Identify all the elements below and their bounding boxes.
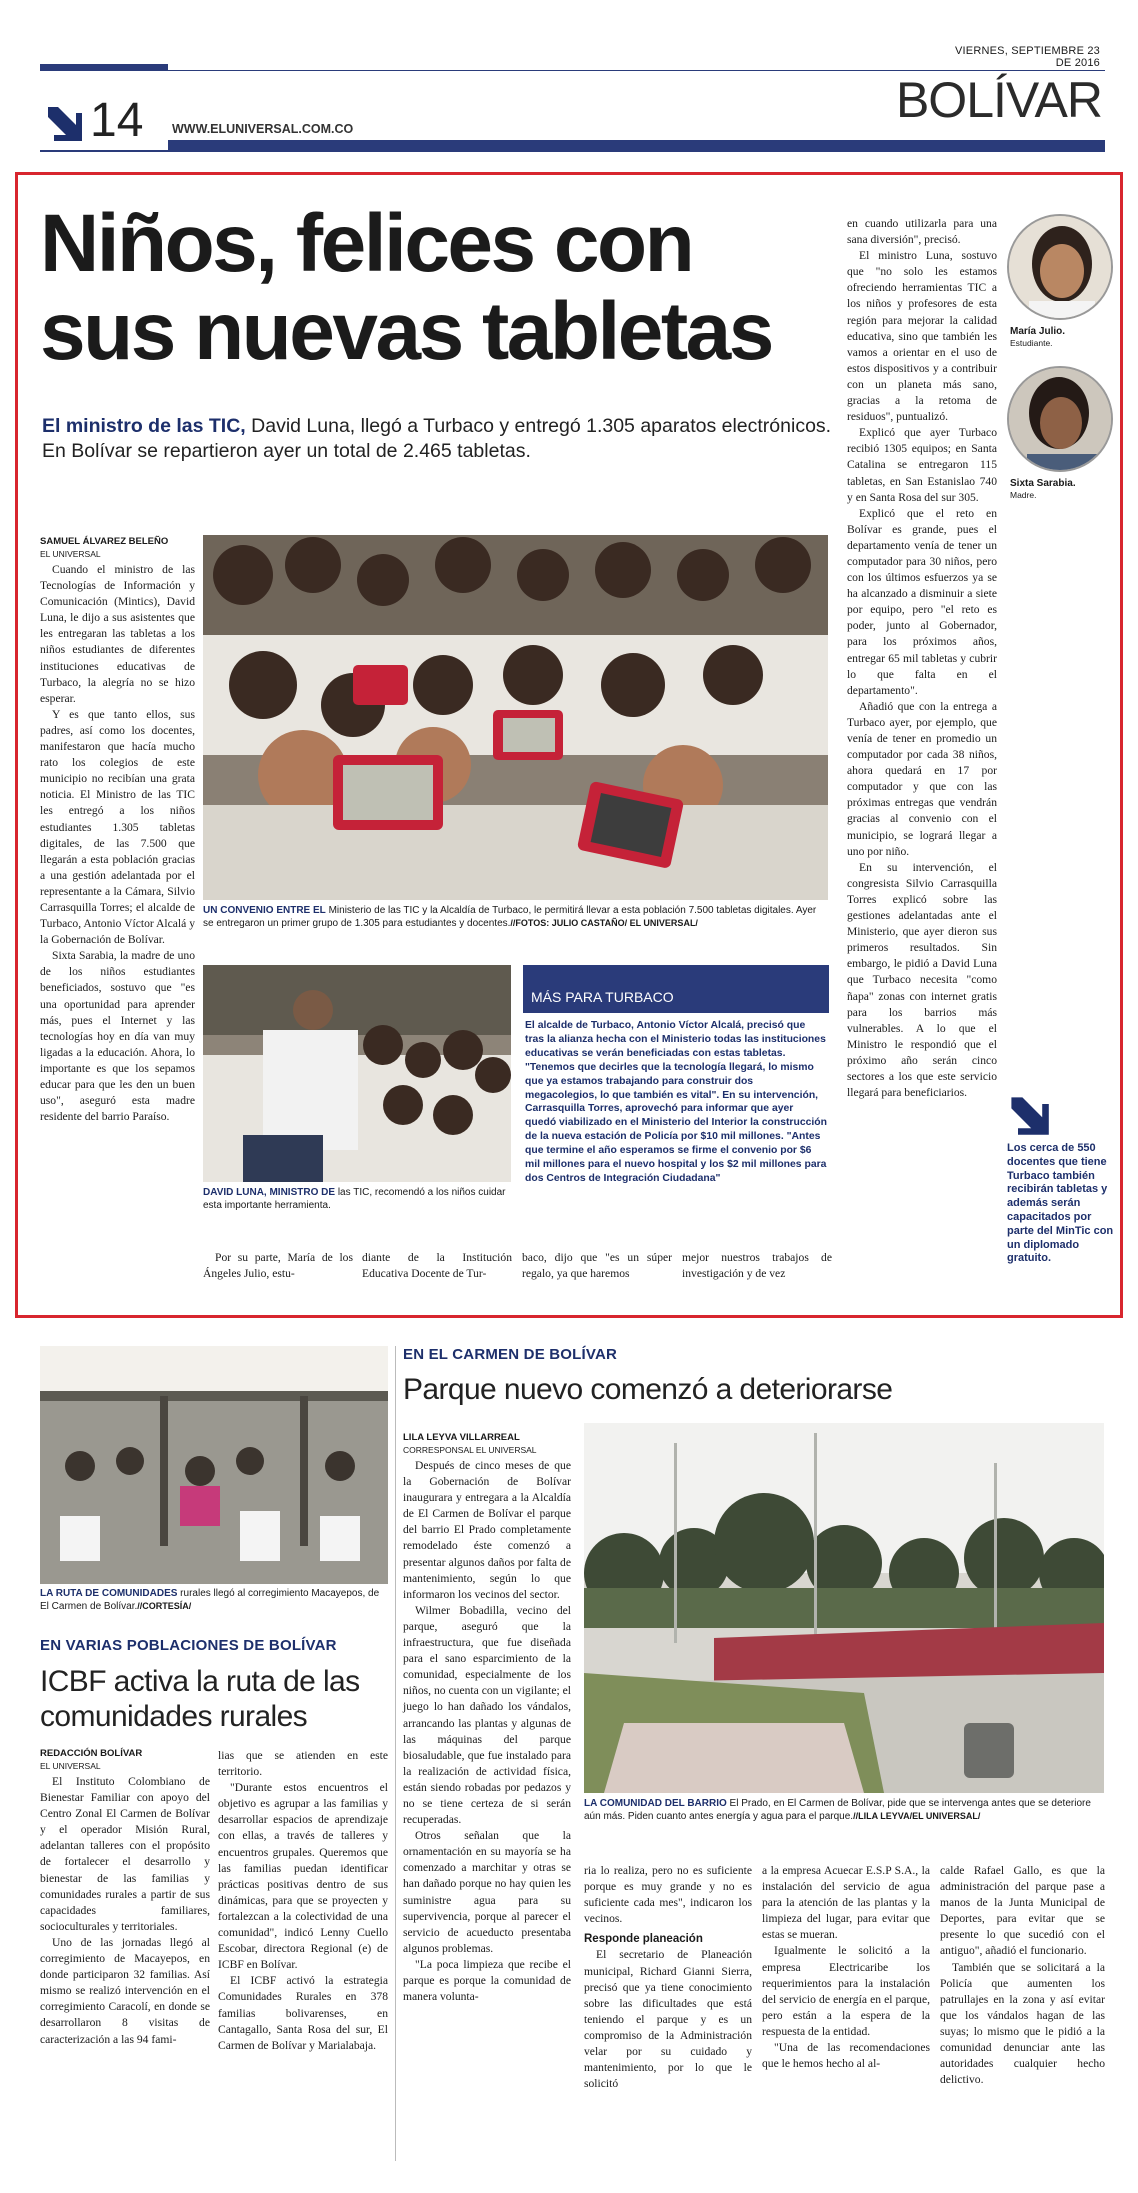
- portrait2-name: Sixta Sarabia.: [1010, 478, 1076, 489]
- paragraph: a la empresa Acuecar E.S.P S.A., la instalación del servicio de agua para la atención de las plantas y la limpieza del lugar, para evitar que estas se mueran.: [762, 1864, 930, 1942]
- paragraph: baco, dijo que "es un súper regalo, ya que haremos: [522, 1251, 672, 1281]
- issue-date: VIERNES, SEPTIEMBRE 23 DE 2016: [955, 45, 1100, 69]
- main-headline-line2: sus nuevas tabletas: [40, 286, 772, 377]
- icbf-col1-body: [40, 1774, 210, 2048]
- page-header: [0, 0, 1138, 165]
- paragraph: Explicó que el reto en Bolívar es grande, pues el departamento venía de tener un computador para 30 niños, pero con los últimos esfuerzos ya se ha alcanzado a disminuir a siete por equipo, pero "el reto es poder, junto al Gobernador, para los próximos años, entregar 65 mil tabletas y cubrir lo que falta en el departamento".: [847, 506, 997, 697]
- website-url[interactable]: WWW.ELUNIVERSAL.COM.CO: [172, 122, 354, 136]
- main-deck: [42, 414, 832, 464]
- main-deck-rest: David Luna, llegó a Turbaco y entregó 1.305 aparatos electrónicos. En Bolívar se repartieron ayer un total de 2.465 tabletas.: [42, 415, 832, 462]
- paragraph: También que se solicitará a la Policía que aumenten los patrullajes en la zona y así evitar que los vándalos hagan de las suyas; lo mismo que le pidió a la comunidad denunciar ante las autoridades cualquier hecho delictivo.: [940, 1960, 1105, 2087]
- parque-byline: LILA LEYVA VILLARREAL: [403, 1432, 520, 1443]
- parque-photo-credit: //LILA LEYVA/EL UNIVERSAL/: [853, 1811, 981, 1821]
- icbf-headline: ICBF activa la ruta de las comunidades rurales: [40, 1665, 360, 1733]
- paragraph: ria lo realiza, pero no es suficiente porque es muy grande y no es suficiente cada mes", indicaron los vecinos.: [584, 1864, 752, 1926]
- paragraph: Explicó que ayer Turbaco recibió 1305 equipos; en Santa Catalina se entregaron 115 tabletas, en San Estanislao 740 y en Santa Rosa del sur 305.: [847, 426, 997, 504]
- photo2-caption: [203, 1186, 511, 1212]
- icbf-photo-caption-text: rurales llegó al corregimiento Macayepos, de El Carmen de Bolívar.: [40, 1588, 380, 1612]
- icbf-col2: [218, 1748, 388, 2054]
- paragraph: calde Rafael Gallo, es que la administración del parque pase a manos de la Junta Municipal de Deportes, para evitar que se presente lo que sucedió con el antiguo", añadió el funcionario.: [940, 1864, 1105, 1958]
- icbf-kicker: EN VARIAS POBLACIONES DE BOLÍVAR: [40, 1637, 337, 1654]
- paragraph: Igualmente le solicitó a la empresa Electricaribe los requerimientos para la instalación del servicio de energía en el parque, pero están a la espera de la respuesta de la entidad.: [762, 1944, 930, 2038]
- photo-parque-el-prado: [584, 1423, 1104, 1793]
- paragraph: Y es que tanto ellos, sus padres, así como los docentes, manifestaron que hacía mucho rato los colegios de este municipio no recibían una grata noticia. El Ministro de las TIC les entregó a los niños estudiantes 1.305 tabletas digitales, de las 7.500 que llegarán a esta población gracias a una gestión adelantada por el representante a la Cámara, Silvio Carrasquilla Torres; el alcalde de Turbaco, Antonio Víctor Alcalá y la Gobernación de Bolívar.: [40, 707, 195, 947]
- paragraph: El ICBF activó la estrategia Comunidades Rurales en 378 familias bolivarenses, en Cantagallo, Santa Rosa del sur, El Carmen de Bolívar y Marialabaja.: [218, 1974, 388, 2052]
- column-rule: [395, 1346, 396, 2161]
- paragraph: lias que se atienden en este territorio.: [218, 1749, 388, 1779]
- photo-icbf-community: [40, 1346, 388, 1584]
- paragraph: Sixta Sarabia, la madre de uno de los niños estudiantes beneficiados, sostuvo que "es una oportunidad para aprender más, pues el Internet y las tecnologías hoy en día van muy ligadas a la educación. Ahora, lo importante es que los sepamos educar para que les den un buen uso", aseguró esta madre residente del barrio Paraíso.: [40, 949, 195, 1124]
- main-byline: SAMUEL ÁLVAREZ BELEÑO: [40, 536, 169, 547]
- page-arrow-icon: [44, 103, 84, 143]
- parque-kicker: EN EL CARMEN DE BOLÍVAR: [403, 1346, 618, 1363]
- paragraph: "La poca limpieza que recibe el parque es porque la comunidad de manera volunta-: [403, 1957, 571, 2004]
- icbf-byline-org: EL UNIVERSAL: [40, 1761, 101, 1771]
- paragraph: Uno de las jornadas llegó al corregimiento de Macayepos, en donde participaron 32 familias. Así mismo se realizó intervención en el corregimiento Caracolí, en donde se desarrollaron 8 visitas de caracterización a las 94 fami-: [40, 1935, 210, 2046]
- icbf-photo-caption: [40, 1587, 388, 1613]
- main-col4-bottom: [522, 1250, 672, 1282]
- icbf-photo-caption-lead: LA RUTA DE COMUNIDADES: [40, 1588, 178, 1599]
- main-col1: [40, 536, 195, 1125]
- paragraph: En su intervención, el congresista Silvio Carrasquilla Torres explicó sobre las gestiones adelantadas ante el Ministerio, que ayer dieron sus primeros resultados. Sin embargo, le pidió a David Luna que Turbaco necesita "como ñapa" zonas con internet gratis para los barrios más vulnerables. A lo que el Ministro le respondió que el próximo año serán cinco sectores a los que este servicio llegará para beneficiarios.: [847, 860, 997, 1100]
- sidebar-mas-para-turbaco: [523, 965, 829, 1215]
- icbf-byline: REDACCIÓN BOLÍVAR: [40, 1748, 143, 1759]
- main-headline: [40, 200, 840, 376]
- main-byline-org: EL UNIVERSAL: [40, 549, 101, 559]
- photo2-caption-lead: DAVID LUNA, MINISTRO DE: [203, 1187, 336, 1198]
- paragraph: "Durante estos encuentros el objetivo es agrupar a las familias y desarrollar espacios de aprendizaje con ellas, a través de talleres y encuentros grupales. Queremos que las familias puedan identificar prácticas positivas dentro de sus dinámicas, para que se proyecten y fortalezcan a la colectividad de una comunidad", indicó Lenny Cuello Escobar, directora Regional (e) de ICBF en Bolívar.: [218, 1781, 388, 1972]
- header-bar-left: [40, 150, 168, 152]
- section-title: BOLÍVAR: [895, 72, 1102, 128]
- main-col6: [847, 216, 997, 1101]
- page-number: 14: [90, 94, 144, 147]
- photo-minister-luna: [203, 965, 511, 1182]
- paragraph: El Instituto Colombiano de Bienestar Familiar con apoyo del Centro Zonal El Carmen de Bolívar y el operador Misión Rural, adelantan talleres con el propósito de fortalecer el desarrollo y bienestar de las familias y comunidades rurales a partir de sus capacidades familiares, socioculturales y territoriales.: [40, 1775, 210, 1933]
- photo1-caption-lead: UN CONVENIO ENTRE EL: [203, 905, 326, 916]
- parque-photo-caption-lead: LA COMUNIDAD DEL BARRIO: [584, 1798, 727, 1809]
- paragraph: mejor nuestros trabajos de investigación y de vez: [682, 1251, 832, 1281]
- parque-photo-caption: [584, 1797, 1104, 1823]
- paragraph: Wilmer Bobadilla, vecino del parque, aseguró que la infraestructura, que fue diseñada para el sano esparcimiento de la comunidad, especialmente de los niños, no cuenta con un vigilante; el juego lo han dañado los vándalos, arrancando las plantas y algunas de las máquinas del parque biosaludable, que fue instalado para la realización de actividad física, están siendo robadas por pedazos y no se tiene certeza de si serán recuperadas.: [403, 1603, 571, 1827]
- paragraph: Otros señalan que la ornamentación en su mayoría se ha comenzado a marchitar y otras se han dañado porque no hay quien les suministre agua para su supervivencia, porque al parecer el servicio de acueducto presentaba algunos problemas.: [403, 1829, 571, 1955]
- paragraph: Añadió que con la entrega a Turbaco ayer, por ejemplo, que venía de tener en promedio un computador por cada 38 niños, ahora quedará en 17 por computador y que con las próximas entregas que vendrán gracias al convenio con el municipio, se logrará llegar a uno por niño.: [847, 699, 997, 858]
- portrait2-role: Madre.: [1010, 490, 1037, 500]
- callout-arrow-icon: [1007, 1093, 1051, 1137]
- photo2-caption-text: las TIC, recomendó a los niños cuidar esta importante herramienta.: [203, 1187, 506, 1211]
- paragraph: en cuando utilizarla para una sana diversión", precisó.: [847, 217, 997, 247]
- paragraph: Cuando el ministro de las Tecnologías de Información y Comunicación (Mintics), David Luna, le dijo a sus asistentes que les entregaran las tabletas a los niños estudiantes de diferentes instituciones educativas de Turbaco, la alegría no se hizo esperar.: [40, 563, 195, 705]
- photo1-caption-text: Ministerio de las TIC y la Alcaldía de Turbaco, le permitirá llevar a esta población 7.500 tabletas digitales. Ayer se entregaron un primer grupo de 1.305 para estudiantes y docentes.: [203, 905, 817, 929]
- photo-students-tablets: [203, 535, 828, 900]
- paragraph: Después de cinco meses de que la Gobernación de Bolívar inaugurara y entregara a la Alcaldía de El Carmen de Bolívar el parque del barrio El Prado completamente remodelado éste comenzó a presentar algunos daños por falta de mantenimiento, según lo que informaron los vecinos del sector.: [403, 1459, 571, 1601]
- parque-byline-org: CORRESPONSAL EL UNIVERSAL: [403, 1445, 537, 1455]
- parque-subhead: Responde planeación: [584, 1933, 703, 1946]
- portrait-maria-julio: [1007, 214, 1113, 320]
- main-col2-bottom: [203, 1250, 353, 1282]
- paragraph: El ministro Luna, sostuvo que "no solo les estamos ofreciendo herramientas TIC a los niños y profesores de esta región para mejorar la calidad educativa, sino que también les vamos a orientar en el uso de estos dispositivos y a contribuir con un planeta más sano, gracias a la retoma de residuos", puntualizó.: [847, 249, 997, 424]
- icbf-photo-credit: //CORTESÍA/: [137, 1601, 192, 1611]
- photo1-caption: [203, 904, 828, 930]
- parque-photo-caption-text: El Prado, en El Carmen de Bolívar, pide que se intervenga antes que se deteriore aún más. Piden cuanto antes energía y agua para el parque.: [584, 1798, 1091, 1822]
- parque-col4: [940, 1863, 1105, 2088]
- paragraph: Por su parte, María de los Ángeles Julio, estu-: [203, 1251, 353, 1281]
- callout-docentes: Los cerca de 550 docentes que tiene Turbaco también recibirán tabletas y además serán capacitados por parte del MinTic con un diplomado gratuito.: [1007, 1142, 1114, 1265]
- photo1-credit: //FOTOS: JULIO CASTAÑO/ EL UNIVERSAL/: [510, 918, 698, 928]
- paragraph: "Una de las recomendaciones que le hemos hecho al al-: [762, 2041, 930, 2071]
- parque-col1: [403, 1432, 571, 2005]
- main-col3-bottom: [362, 1250, 512, 1282]
- portrait1-name: María Julio.: [1010, 326, 1066, 337]
- main-col1-body: [40, 562, 195, 1125]
- main-deck-lead: El ministro de las TIC,: [42, 415, 246, 437]
- icbf-col1: [40, 1748, 210, 2048]
- sidebar-text: El alcalde de Turbaco, Antonio Víctor Alcalá, precisó que tras la alianza hecha con el Ministerio todas las instituciones educativas se verán beneficiadas con estas tabletas. "Tenemos que decirles que la tecnología llegará, lo mismo que ya estamos trabajando para construir dos megacolegios, lo que también es vital". En su intervención, Carrasquilla Torres, aprovechó para informar que ayer quedó viabilizado en el Ministerio del Interior la construcción de la nueva estación de Policía por $10 mil millones. "Antes que termine el año esperamos se firme el convenio por $6 mil millones para el nuevo hospital y los $2 mil millones para dos Centros de Integración Ciudadana": [525, 1020, 827, 1184]
- parque-col3: [762, 1863, 930, 2072]
- paragraph: El secretario de Planeación municipal, Richard Gianni Sierra, precisó que ya tiene conocimiento sobre las dificultades que está teniendo el parque y es un compromiso de la Administración velar por su cuidado y mantenimiento, por lo que le solicitó: [584, 1948, 752, 2091]
- main-col5-bottom: [682, 1250, 832, 1282]
- parque-col1-body: [403, 1458, 571, 2005]
- main-headline-line1: Niños, felices con: [40, 198, 693, 289]
- parque-headline: Parque nuevo comenzó a deteriorarse: [403, 1373, 893, 1406]
- parque-col2: [584, 1863, 752, 2092]
- sidebar-title: MÁS PARA TURBACO: [523, 965, 829, 1013]
- paragraph: diante de la Institución Educativa Docente de Tur-: [362, 1251, 512, 1281]
- portrait1-role: Estudiante.: [1010, 338, 1053, 348]
- header-bar: [168, 140, 1105, 152]
- portrait-sixta-sarabia: [1007, 366, 1113, 472]
